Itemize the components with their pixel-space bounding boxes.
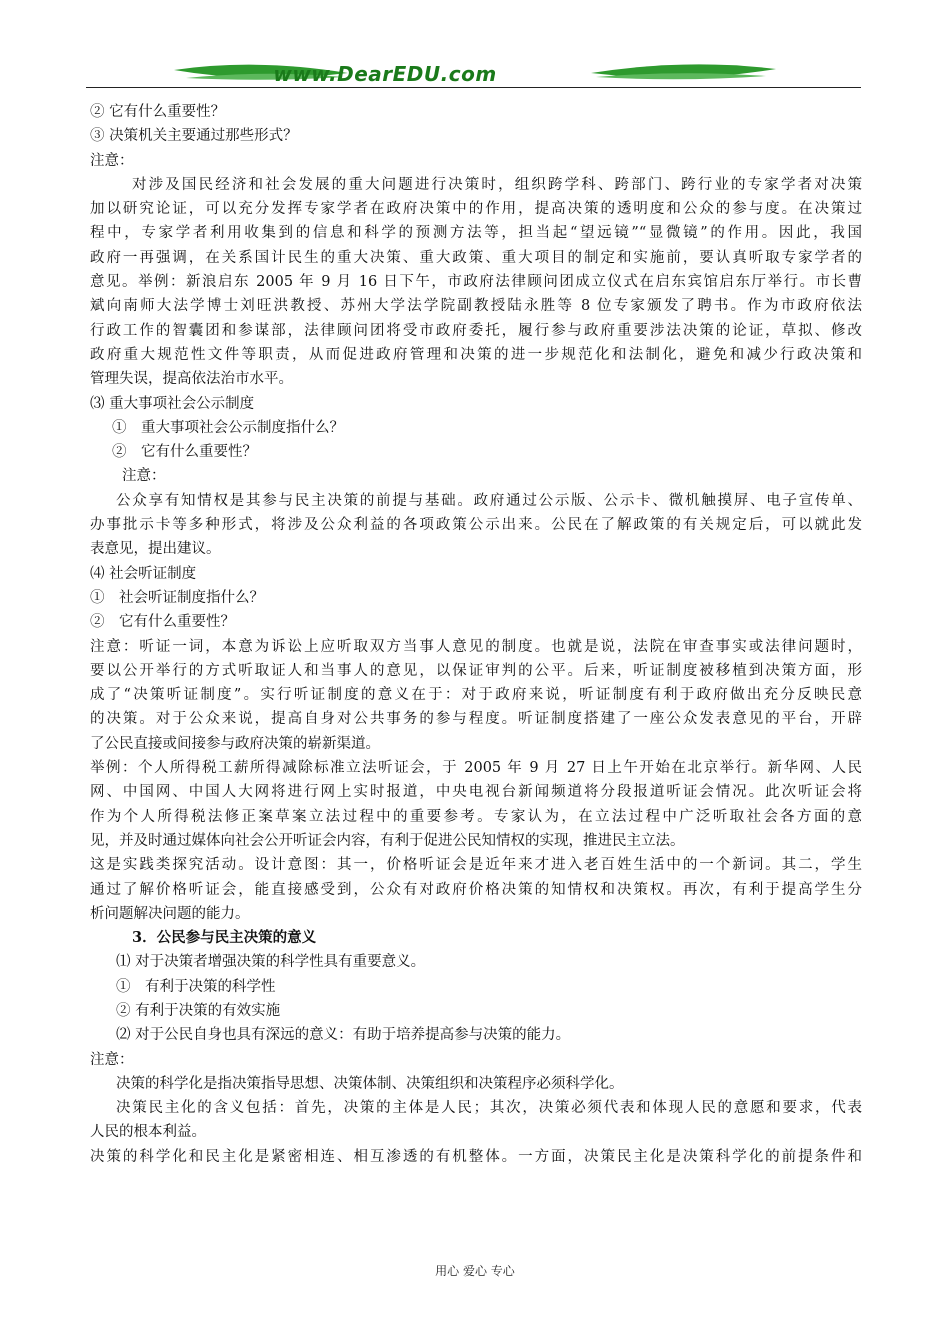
paragraph-line: 斌向南师大法学博士刘旺洪教授、苏州大学法学院副教授陆永胜等 8 位专家颁发了聘书。作为市政府依法 — [90, 298, 862, 315]
site-url-logo: www.DearEDU.com — [273, 62, 497, 86]
paragraph-line: 成了“决策听证制度”。实行听证制度的意义在于：对于政府来说，听证制度有利于政府做出充分反映民意 — [90, 687, 862, 704]
paragraph-line: 网、中国网、中国人大网将进行网上实时报道，中央电视台新闻频道将分段报道听证会情况。此次听证会将 — [90, 784, 862, 801]
question-line: ② 它有什么重要性？ — [90, 104, 226, 120]
paragraph-line: 举例：个人所得税工薪所得减除标准立法听证会，于 2005 年 9 月 27 日上午开始在北京举行。新华网、人民 — [90, 760, 862, 777]
question-line: ① 重大事项社会公示制度指什么？ — [112, 419, 344, 436]
paragraph-line: 意见。举例：新浪启东 2005 年 9 月 16 日下午，市政府法律顾问团成立仪式在启东宾馆启东厅举行。市长曹 — [90, 274, 862, 291]
paragraph-line: 管理失误，提高依法治市水平。 — [90, 371, 293, 388]
paragraph-line: 注意：听证一词，本意为诉讼上应听取双方当事人意见的制度。也就是说，法院在审查事实或法律问题时， — [90, 638, 862, 655]
list-item: ⑴ 对于决策者增强决策的科学性具有重要意义。 — [116, 954, 426, 971]
question-line: ① 社会听证制度指什么？ — [90, 589, 264, 606]
paragraph-line: 公众享有知情权是其参与民主决策的前提与基础。政府通过公示版、公示卡、微机触摸屏、电子宣传单、 — [116, 492, 862, 509]
paragraph-line: 作为个人所得税法修正案草案立法过程中的重要参考。专家认为，在立法过程中广泛听取社会各方面的意 — [90, 808, 862, 825]
question-line: ② 它有什么重要性？ — [112, 444, 257, 461]
list-item: ① 有利于决策的科学性 — [116, 978, 276, 995]
paragraph-line: 办事批示卡等多种形式，将涉及公众利益的各项政策公示出来。公民在了解政策的有关规定后，可以就此发 — [90, 517, 862, 534]
list-item: ⑵ 对于公民自身也具有深远的意义：有助于培养提高参与决策的能力。 — [116, 1027, 571, 1044]
question-line: ② 它有什么重要性？ — [90, 614, 235, 631]
paragraph-line: 了公民直接或间接参与政府决策的崭新渠道。 — [90, 735, 380, 752]
note-label: 注意： — [122, 468, 166, 485]
paragraph-line: 表意见，提出建议。 — [90, 541, 221, 558]
paragraph-line: 决策的科学化是指决策指导思想、决策体制、决策组织和决策程序必须科学化。 — [116, 1075, 624, 1092]
note-label: 注意： — [90, 152, 134, 169]
paragraph-line: 对涉及国民经济和社会发展的重大问题进行决策时，组织跨学科、跨部门、跨行业的专家学者对决策 — [132, 176, 862, 193]
page-footer: 用心 爱心 专心 — [435, 1264, 515, 1278]
header-rule — [86, 87, 861, 88]
paragraph-line: 决策民主化的含义包括：首先，决策的主体是人民；其次，决策必须代表和体现人民的意愿和要求，代表 — [116, 1100, 862, 1117]
section-heading: 3．公民参与民主决策的意义 — [132, 929, 317, 947]
paragraph-line: 政府一再强调，在关系国计民生的重大决策、重大政策、重大项目的制定和实施前，要认真听取专家学者的 — [90, 249, 862, 266]
paragraph-line: 加以研究论证，可以充分发挥专家学者在政府决策中的作用，提高决策的透明度和公众的参与度。在决策过 — [90, 201, 862, 218]
paragraph-line: 程中，专家学者利用收集到的信息和科学的预测方法等，担当起“望远镜”“显微镜”的作用。因此，我国 — [90, 225, 862, 242]
paragraph-line: 政府重大规范性文件等职责，从而促进政府管理和决策的进一步规范化和法制化，避免和减少行政决策和 — [90, 346, 862, 363]
paragraph-line: 决策的科学化和民主化是紧密相连、相互渗透的有机整体。一方面，决策民主化是决策科学化的前提条件和 — [90, 1148, 862, 1165]
section-heading: ⑷ 社会听证制度 — [90, 565, 197, 582]
paragraph-line: 行政工作的智囊团和参谋部，法律顾问团将受市政府委托，履行参与政府重要涉法决策的论证，草拟、修改 — [90, 322, 862, 339]
paragraph-line: 这是实践类探究活动。设计意图：其一，价格听证会是近年来才进入老百姓生活中的一个新词。其二，学生 — [90, 857, 862, 874]
section-heading: ⑶ 重大事项社会公示制度 — [90, 395, 255, 412]
question-line: ③ 决策机关主要通过那些形式？ — [90, 128, 298, 145]
paragraph-line: 人民的根本利益。 — [90, 1124, 206, 1141]
paragraph-line: 的决策。对于公众来说，提高自身对公共事务的参与程度。听证制度搭建了一座公众发表意见的平台，开辟 — [90, 711, 862, 728]
paragraph-line: 通过了解价格听证会，能直接感受到，公众有对政府价格决策的知情权和决策权。再次，有利于提高学生分 — [90, 881, 862, 898]
paragraph-line: 析问题解决问题的能力。 — [90, 905, 250, 922]
list-item: ② 有利于决策的有效实施 — [116, 1002, 281, 1019]
paragraph-line: 要以公开举行的方式听取证人和当事人的意见，以保证审判的公平。后来，听证制度被移植到决策方面，形 — [90, 662, 862, 679]
note-label: 注意： — [90, 1051, 134, 1068]
document-body — [90, 100, 862, 1169]
paragraph-line: 见，并及时通过媒体向社会公开听证会内容，有利于促进公民知情权的实现，推进民主立法。 — [90, 832, 685, 849]
